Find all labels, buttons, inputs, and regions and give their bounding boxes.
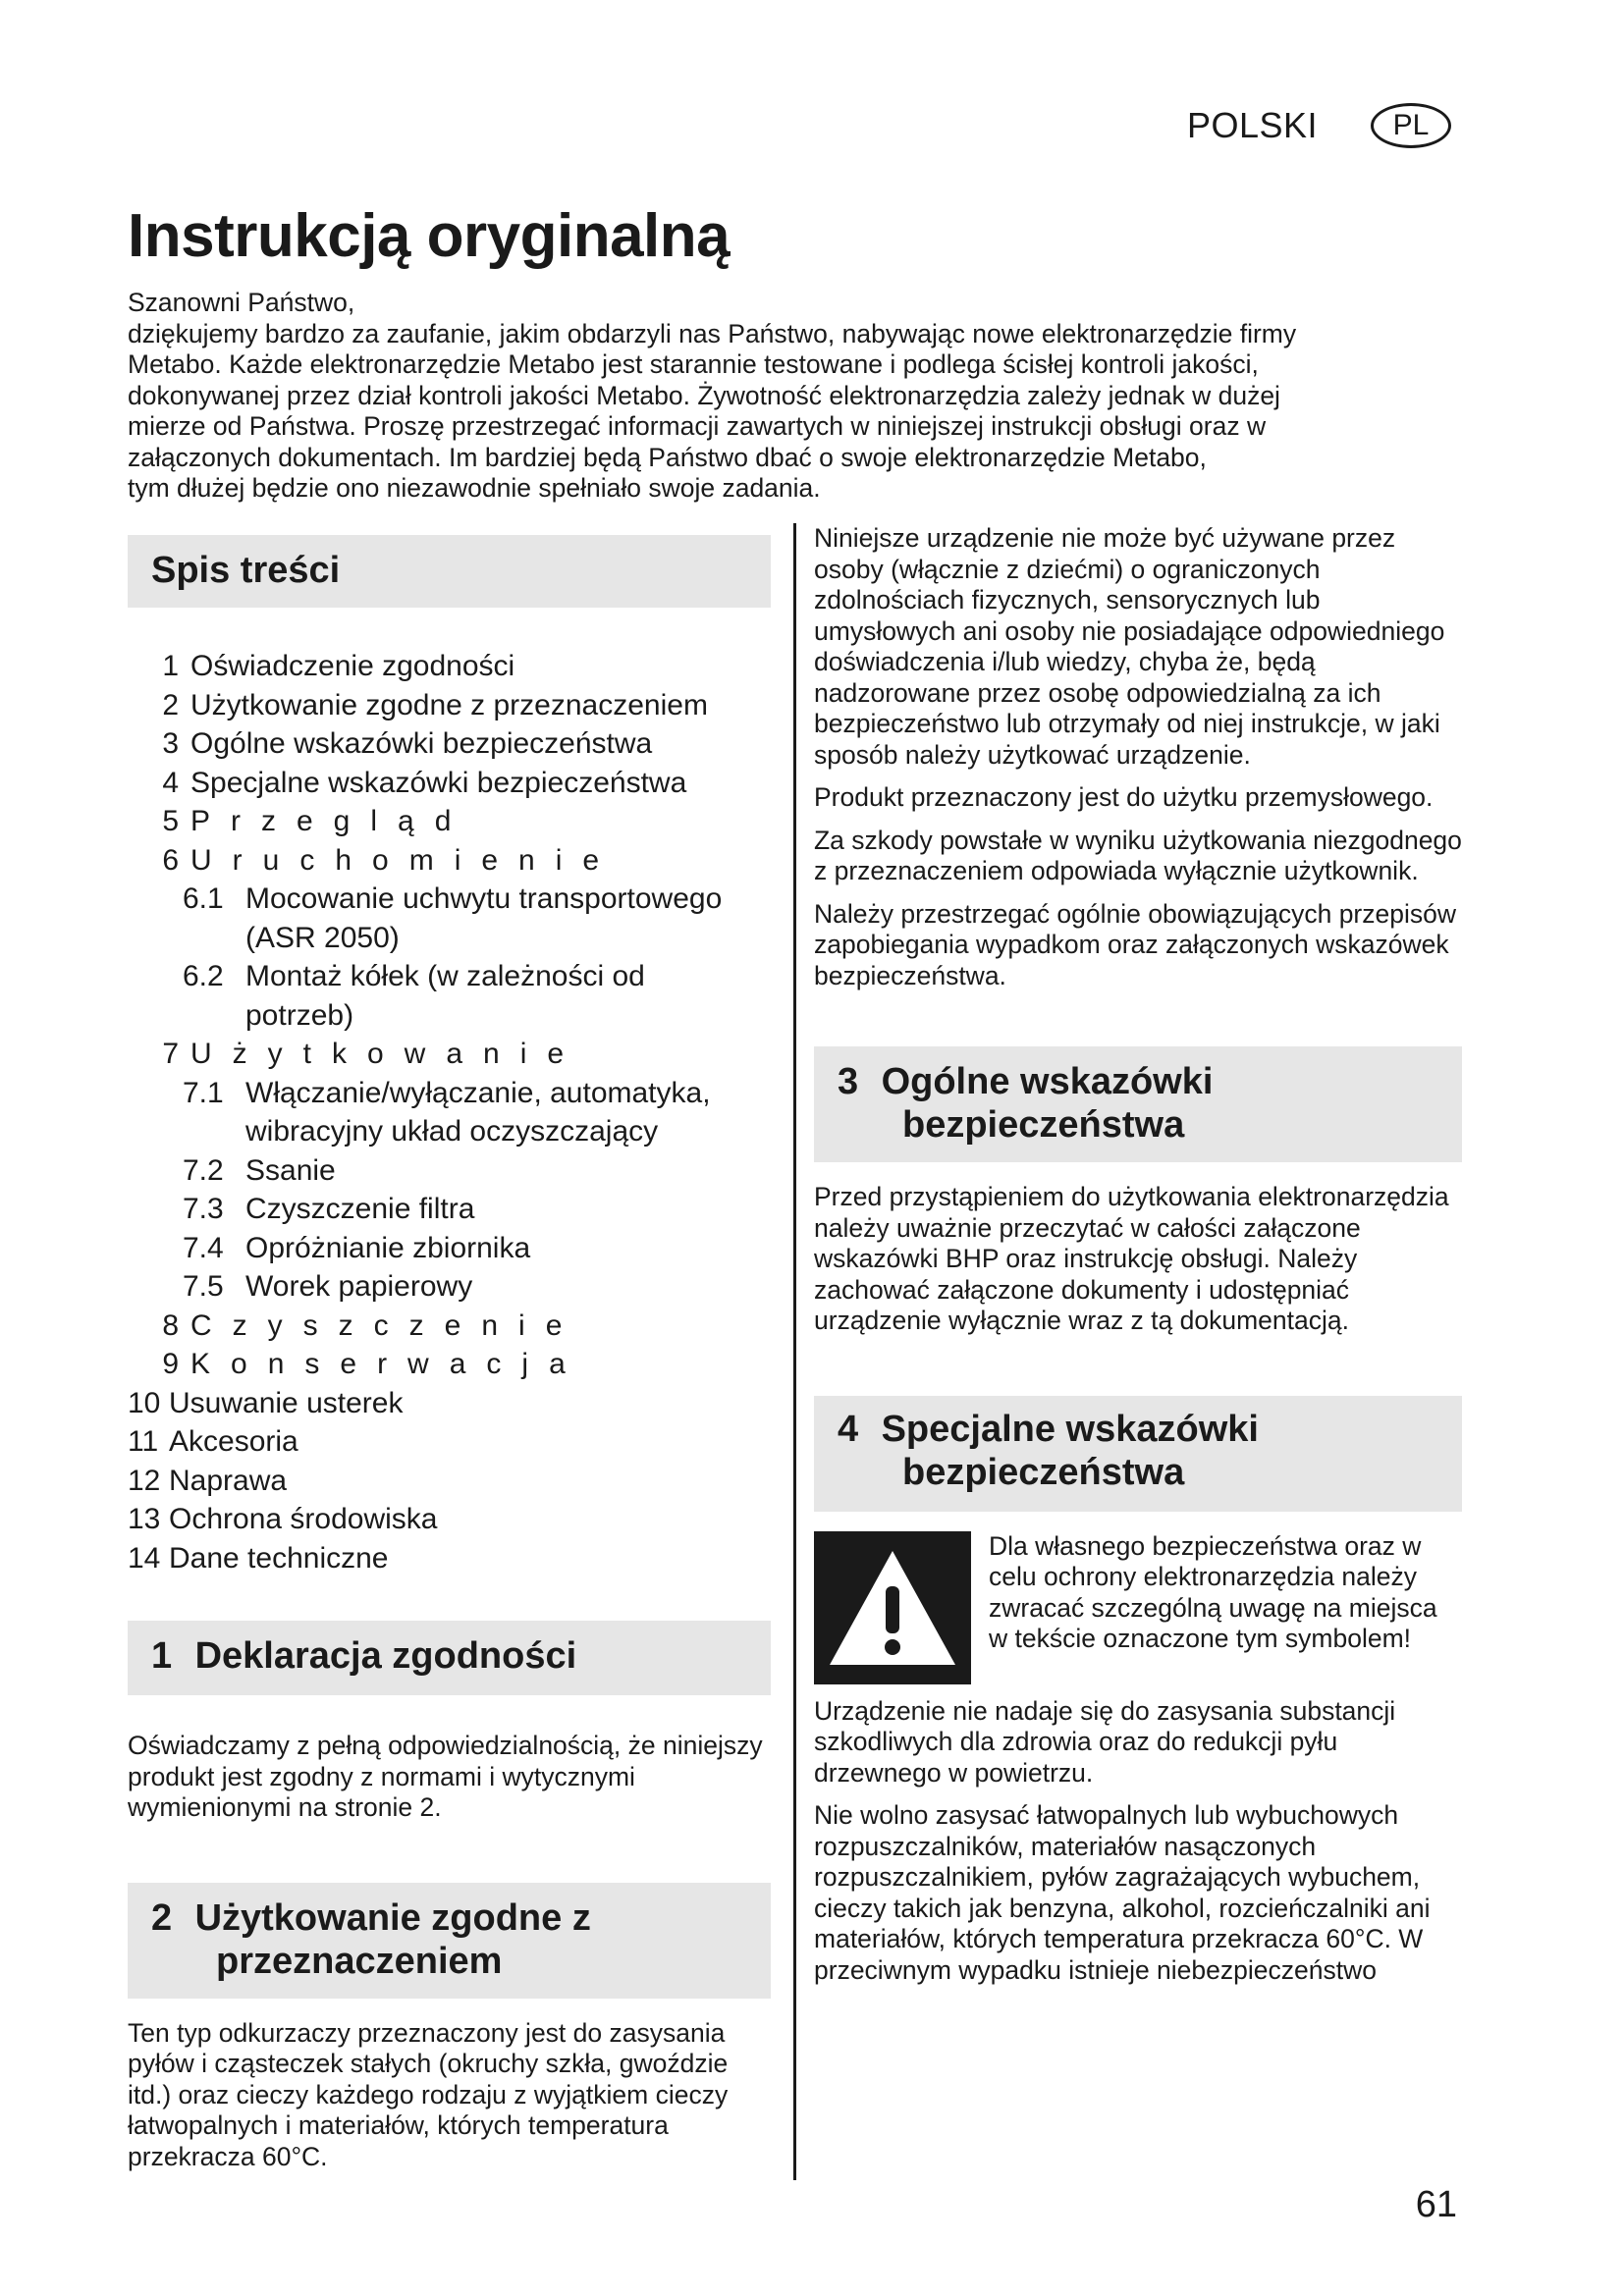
toc-item-number: 7.3 <box>183 1193 224 1225</box>
toc-item-number: 9 <box>162 1348 179 1380</box>
toc-item[interactable] <box>128 724 771 764</box>
toc-item-text: Włączanie/wyłączanie, automatyka, wibracyjny układ oczyszczający <box>245 1076 711 1148</box>
language-label: POLSKI <box>1186 105 1318 145</box>
toc-item-text: Czyszczenie <box>190 1308 583 1342</box>
toc-subitem[interactable] <box>128 1267 771 1307</box>
paragraph: Za szkody powstałe w wyniku użytkowania niezgodnego z przeznaczeniem odpowiada wyłącznie użytkownik. <box>814 825 1462 885</box>
toc-item-text: Ochrona środowiska <box>169 1503 438 1535</box>
toc-item-number: 7.4 <box>183 1231 224 1264</box>
section-3-heading <box>814 1046 1462 1162</box>
right-column <box>814 523 1462 1998</box>
paragraph: Produkt przeznaczony jest do użytku przemysłowego. <box>814 782 1434 812</box>
toc-item[interactable] <box>128 1422 771 1462</box>
toc-item-text: Czyszczenie filtra <box>245 1193 475 1225</box>
paragraph: Urządzenie nie nadaje się do zasysania substancji szkodliwych dla zdrowia oraz do redukcji pyłu drzewnego w powietrzu. <box>814 1695 1396 1788</box>
toc-item-number: 7 <box>162 1038 179 1070</box>
intro-line: Metabo. Każde elektronarzędzie Metabo jest starannie testowane i podlega ścisłej kontroli jakości, <box>128 349 1259 379</box>
toc-subitem[interactable] <box>128 1151 771 1191</box>
intro-line: dziękujemy bardzo za zaufanie, jakim obdarzyli nas Państwo, nabywając nowe elektronarzędzie firmy <box>128 318 1297 348</box>
toc-item-text: Uruchomienie <box>190 843 621 877</box>
toc-subitem[interactable] <box>128 1074 771 1151</box>
warning-notice <box>814 1531 1462 1684</box>
toc-item-number: 7.2 <box>183 1153 224 1187</box>
toc-item[interactable] <box>128 1500 771 1539</box>
intro-line: mierze od Państwa. Proszę przestrzegać informacji zawartych w niniejszej instrukcji obsługi oraz w <box>128 411 1267 441</box>
left-column <box>128 535 771 2172</box>
section-3-text: Przed przystąpieniem do użytkowania elektronarzędzia należy uważnie przeczytać w całości załączone wskazówki BHP oraz instrukcję obsługi. Należy zachować załączone dokumenty i udostępniać urządzenie wyłącznie wraz z tą dokumentacją. <box>814 1182 1449 1335</box>
section-title: Specjalne wskazówki <box>881 1408 1259 1450</box>
section-title: Ogólne wskazówki <box>881 1061 1214 1102</box>
toc-item-text: Dane techniczne <box>169 1541 389 1575</box>
toc-item[interactable] <box>128 647 771 686</box>
toc-item-number: 3 <box>162 727 179 760</box>
toc-item-number: 4 <box>162 766 179 799</box>
toc-item[interactable] <box>128 764 771 803</box>
toc-item[interactable] <box>128 1384 771 1423</box>
section-1-text: Oświadczamy z pełną odpowiedzialnością, że niniejszy produkt jest zgodny z normami i wytycznymi wymienionymi na stronie 2. <box>128 1731 763 1822</box>
toc-heading-text: Spis treści <box>151 550 341 591</box>
toc-subitem[interactable] <box>128 880 771 957</box>
section-title: Użytkowanie zgodne z <box>194 1896 591 1939</box>
section-number: 2 <box>151 1896 173 1939</box>
warning-triangle-icon <box>814 1531 971 1684</box>
toc-item-text: Konserwacja <box>190 1348 586 1380</box>
section-title-continued: przeznaczeniem <box>216 1940 503 1982</box>
toc-item-text: Montaż kółek (w zależności od potrzeb) <box>245 960 645 1032</box>
toc-item-number: 8 <box>162 1308 179 1342</box>
toc-item-text: Opróżnianie zbiornika <box>245 1231 531 1264</box>
toc-item[interactable] <box>128 802 771 841</box>
toc-subitem[interactable] <box>128 957 771 1035</box>
toc-item-number: 12 <box>128 1464 161 1497</box>
toc-item-number: 13 <box>128 1503 161 1535</box>
section-number: 1 <box>151 1635 173 1677</box>
toc-item[interactable] <box>128 1035 771 1074</box>
section-1-heading <box>128 1621 771 1695</box>
paragraph: Należy przestrzegać ogólnie obowiązujących przepisów zapobiegania wypadkom oraz załączonych wskazówek bezpieczeństwa. <box>814 898 1456 990</box>
toc-item-text: Użytkowanie <box>190 1038 585 1070</box>
language-indicator <box>1187 103 1451 148</box>
toc-item[interactable] <box>128 686 771 725</box>
toc-item-number: 6.1 <box>183 882 224 915</box>
intro-line: dokonywanej przez dział kontroli jakości Metabo. Żywotność elektronarzędzia zależy jednak w dużej <box>128 380 1280 410</box>
toc-item-text: Oświadczenie zgodności <box>190 650 515 682</box>
toc-item-text: Worek papierowy <box>245 1270 473 1303</box>
intro-greeting: Szanowni Państwo, <box>128 288 355 317</box>
section-number: 3 <box>838 1061 859 1102</box>
warning-text: Dla własnego bezpieczeństwa oraz w celu ochrony elektronarzędzia należy zwracać szczególną uwagę na miejsca w tekście oznaczone tym symbolem! <box>989 1530 1437 1653</box>
toc-item[interactable] <box>128 1539 771 1578</box>
section-2-heading <box>128 1883 771 1999</box>
toc-subitem[interactable] <box>128 1229 771 1268</box>
toc-item[interactable] <box>128 1345 771 1384</box>
toc-item-text: Naprawa <box>169 1464 288 1497</box>
table-of-contents <box>128 647 771 1577</box>
toc-item-number: 7.5 <box>183 1270 224 1303</box>
section-title-continued: bezpieczeństwa <box>902 1451 1185 1493</box>
column-divider <box>793 523 796 2180</box>
toc-item-number: 5 <box>162 805 179 837</box>
paragraph: Niniejsze urządzenie nie może być używane przez osoby (włącznie z dziećmi) o ograniczonych zdolnościach fizycznych, sensorycznych lub umysłowych ani osoby nie posiadające odpowiedniego doświadczenia i/lub wiedzy, chyba że, będą nadzorowane przez osobę odpowiedzialną za ich bezpieczeństwo lub otrzymały od niej instrukcje, w jaki sposób należy użytkować urządzenie. <box>814 523 1445 770</box>
toc-item-text: Usuwanie usterek <box>169 1386 404 1419</box>
section-4-heading <box>814 1396 1462 1512</box>
toc-item-number: 6 <box>162 843 179 877</box>
toc-item-number: 1 <box>162 650 179 682</box>
section-title-continued: bezpieczeństwa <box>902 1104 1185 1146</box>
toc-item[interactable] <box>128 1307 771 1346</box>
toc-heading <box>128 535 771 608</box>
toc-item-text: Ssanie <box>245 1153 336 1187</box>
intro-text <box>128 288 1463 505</box>
paragraph: Nie wolno zasysać łatwopalnych lub wybuchowych rozpuszczalników, materiałów nasączonych rozpuszczalnikiem, pyłów zagrażających wybuchem, cieczy takich jak benzyna, alkohol, rozcieńczalniki ani materiałów, których temperatura przekracza 60°C. W przeciwnym wypadku istnieje niebezpieczeństwo <box>814 1800 1431 1985</box>
toc-item-number: 7.1 <box>183 1076 224 1109</box>
intro-line: załączonych dokumentach. Im bardziej będą Państwo dbać o swoje elektronarzędzie Metabo, <box>128 442 1207 472</box>
toc-subitem[interactable] <box>128 1190 771 1229</box>
section-2-text: Ten typ odkurzaczy przeznaczony jest do zasysania pyłów i cząsteczek stałych (okruchy szkła, gwoździe itd.) oraz cieczy każdego rodzaju z wyjątkiem cieczy łatwopalnych i materiałów, których temperatura przekracza 60°C. <box>128 2017 729 2171</box>
toc-item-number: 6.2 <box>183 960 224 992</box>
toc-item-text: Specjalne wskazówki bezpieczeństwa <box>190 766 687 799</box>
toc-item-text: Ogólne wskazówki bezpieczeństwa <box>190 727 653 760</box>
toc-item-text: Akcesoria <box>169 1425 298 1458</box>
toc-item-number: 14 <box>128 1541 161 1575</box>
toc-item-number: 10 <box>128 1386 161 1419</box>
toc-item[interactable] <box>128 1462 771 1501</box>
intro-line: tym dłużej będzie ono niezawodnie spełniało swoje zadania. <box>128 473 821 503</box>
toc-item-number: 2 <box>162 688 179 721</box>
toc-item-text: Przegląd <box>190 805 472 837</box>
toc-item[interactable] <box>128 841 771 881</box>
page-title: Instrukcją oryginalną <box>128 202 731 270</box>
section-title: Deklaracja zgodności <box>194 1635 577 1677</box>
toc-item-number: 11 <box>128 1425 159 1458</box>
toc-item-text: Użytkowanie zgodne z przeznaczeniem <box>190 688 708 721</box>
page-number: 61 <box>1415 2184 1457 2225</box>
language-badge: PL <box>1371 103 1451 148</box>
toc-item-text: Mocowanie uchwytu transportowego (ASR 2050) <box>245 882 723 954</box>
section-number: 4 <box>838 1408 859 1450</box>
